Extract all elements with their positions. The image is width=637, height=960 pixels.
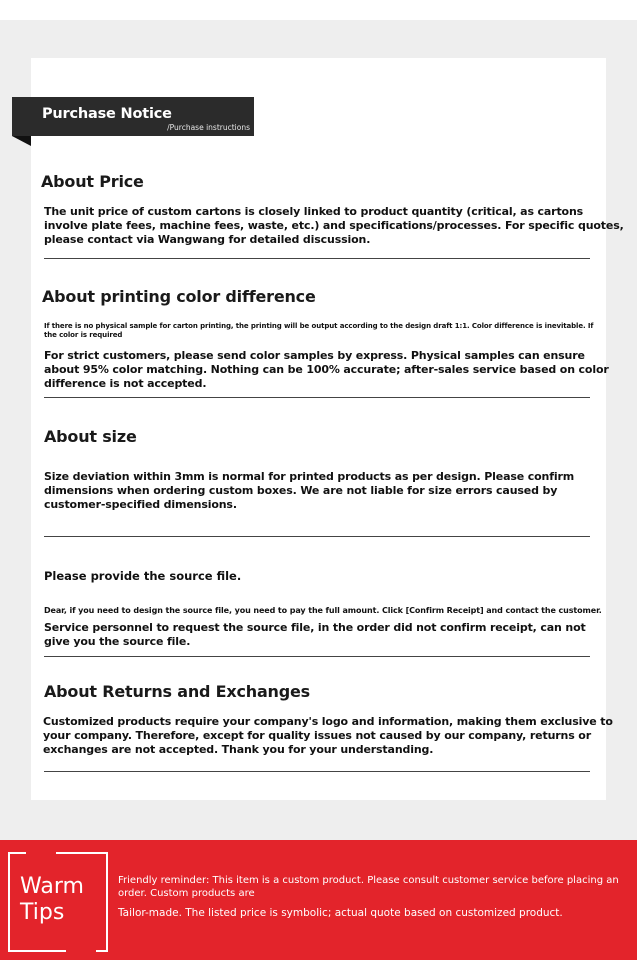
banner-title: Purchase Notice bbox=[42, 106, 172, 122]
frame-gap bbox=[26, 851, 56, 855]
source-small-text: Dear, if you need to design the source file, you need to pay the full amount. Click [Confirm Receipt] and contact the customer. bbox=[44, 606, 602, 615]
size-heading: About size bbox=[44, 427, 137, 446]
divider bbox=[44, 536, 590, 537]
divider bbox=[44, 771, 590, 772]
warm-tips-text-2: Tailor-made. The listed price is symbolic; actual quote based on customized product. bbox=[118, 907, 563, 919]
warm-tips-panel bbox=[0, 840, 637, 960]
top-strip bbox=[0, 0, 637, 20]
divider bbox=[44, 258, 590, 259]
warm-tips-text-1: Friendly reminder: This item is a custom product. Please consult customer service before placing an order. Custom products are bbox=[118, 875, 619, 899]
color-small-text: If there is no physical sample for carton printing, the printing will be output according to the design draft 1:1. Color difference is inevitable. If the color is required bbox=[44, 322, 594, 339]
warm-tips-title-line1: Warm bbox=[20, 874, 84, 899]
divider bbox=[44, 656, 590, 657]
warm-tips-title-line2: Tips bbox=[20, 900, 65, 925]
warm-tips-frame bbox=[8, 852, 108, 952]
banner-subtitle: /Purchase instructions bbox=[167, 123, 250, 132]
warm-tips-title bbox=[20, 874, 84, 926]
divider bbox=[44, 397, 590, 398]
color-heading: About printing color difference bbox=[42, 287, 316, 306]
source-heading: Please provide the source file. bbox=[44, 569, 242, 583]
source-text: Service personnel to request the source file, in the order did not confirm receipt, can not give you the source file. bbox=[44, 621, 586, 648]
size-text: Size deviation within 3mm is normal for printed products as per design. Please confirm dimensions when ordering custom boxes. We are not liable for size errors caused by customer-specified dimensions. bbox=[44, 470, 575, 511]
purchase-notice-banner bbox=[12, 97, 254, 136]
color-text: For strict customers, please send color samples by express. Physical samples can ensure about 95% color matching. Nothing can be 100% accurate; after-sales service based on color difference is not accepted. bbox=[44, 349, 609, 390]
price-heading: About Price bbox=[41, 172, 144, 191]
frame-gap bbox=[66, 949, 96, 953]
banner-fold bbox=[12, 136, 31, 146]
returns-heading: About Returns and Exchanges bbox=[44, 682, 310, 701]
price-text: The unit price of custom cartons is closely linked to product quantity (critical, as cartons involve plate fees, machine fees, waste, etc.) and specifications/processes. For specific quotes, please contact via Wangwang for detailed discussion. bbox=[44, 205, 624, 246]
returns-text: Customized products require your company's logo and information, making them exclusive to your company. Therefore, except for quality issues not caused by our company, returns or exchanges are not accepted. Thank you for your understanding. bbox=[43, 715, 613, 756]
